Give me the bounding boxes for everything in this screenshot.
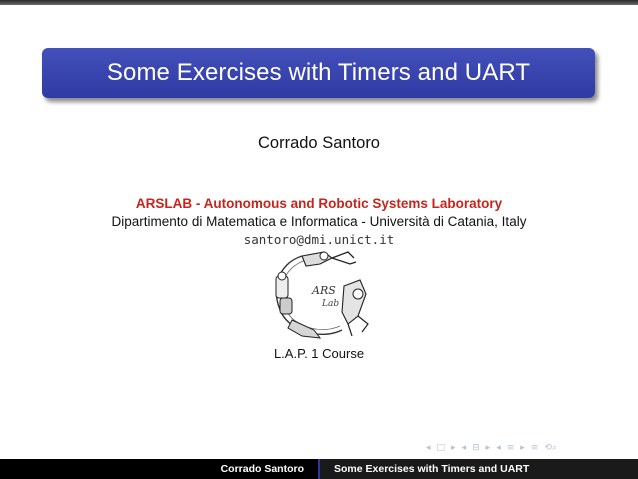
course-name: L.A.P. 1 Course <box>273 346 365 361</box>
svg-text:Lab: Lab <box>322 299 340 309</box>
nav-subsection-icon[interactable]: ⊟ <box>472 443 480 453</box>
slide-title: Some Exercises with Timers and UART <box>106 59 531 86</box>
top-rule <box>0 0 638 5</box>
beamer-navigation <box>426 442 557 454</box>
footer-bar <box>0 459 638 479</box>
nav-section-icon[interactable]: ≡ <box>506 443 515 453</box>
nav-prev-section-icon[interactable]: ◂ <box>496 443 501 453</box>
nav-frame-icon[interactable]: □ <box>436 443 446 453</box>
nav-appendix-icon[interactable]: ≡ <box>530 443 539 453</box>
nav-next-section-icon[interactable]: ▸ <box>520 443 525 453</box>
title-box <box>42 48 595 98</box>
institute-block <box>0 195 638 249</box>
nav-search-icon[interactable]: ⟲⌕ <box>544 443 557 453</box>
nav-prev-frame-icon[interactable]: ◂ <box>426 443 431 453</box>
nav-prev-subsection-icon[interactable]: ◂ <box>461 443 467 453</box>
svg-text:ARS: ARS <box>312 284 336 297</box>
author-email: santoro@dmi.unict.it <box>243 232 395 247</box>
nav-next-frame-icon[interactable]: ▸ <box>451 443 456 453</box>
footer-author: Corrado Santoro <box>0 459 318 479</box>
lab-name: ARSLAB - Autonomous and Robotic Systems Laboratory <box>135 196 503 211</box>
robot-arm-logo <box>262 246 378 342</box>
author-name: Corrado Santoro <box>258 134 380 152</box>
nav-next-subsection-icon[interactable]: ▸ <box>485 443 491 453</box>
footer-title: Some Exercises with Timers and UART <box>318 459 638 479</box>
department: Dipartimento di Matematica e Informatica - Università di Catania, Italy <box>111 214 527 229</box>
